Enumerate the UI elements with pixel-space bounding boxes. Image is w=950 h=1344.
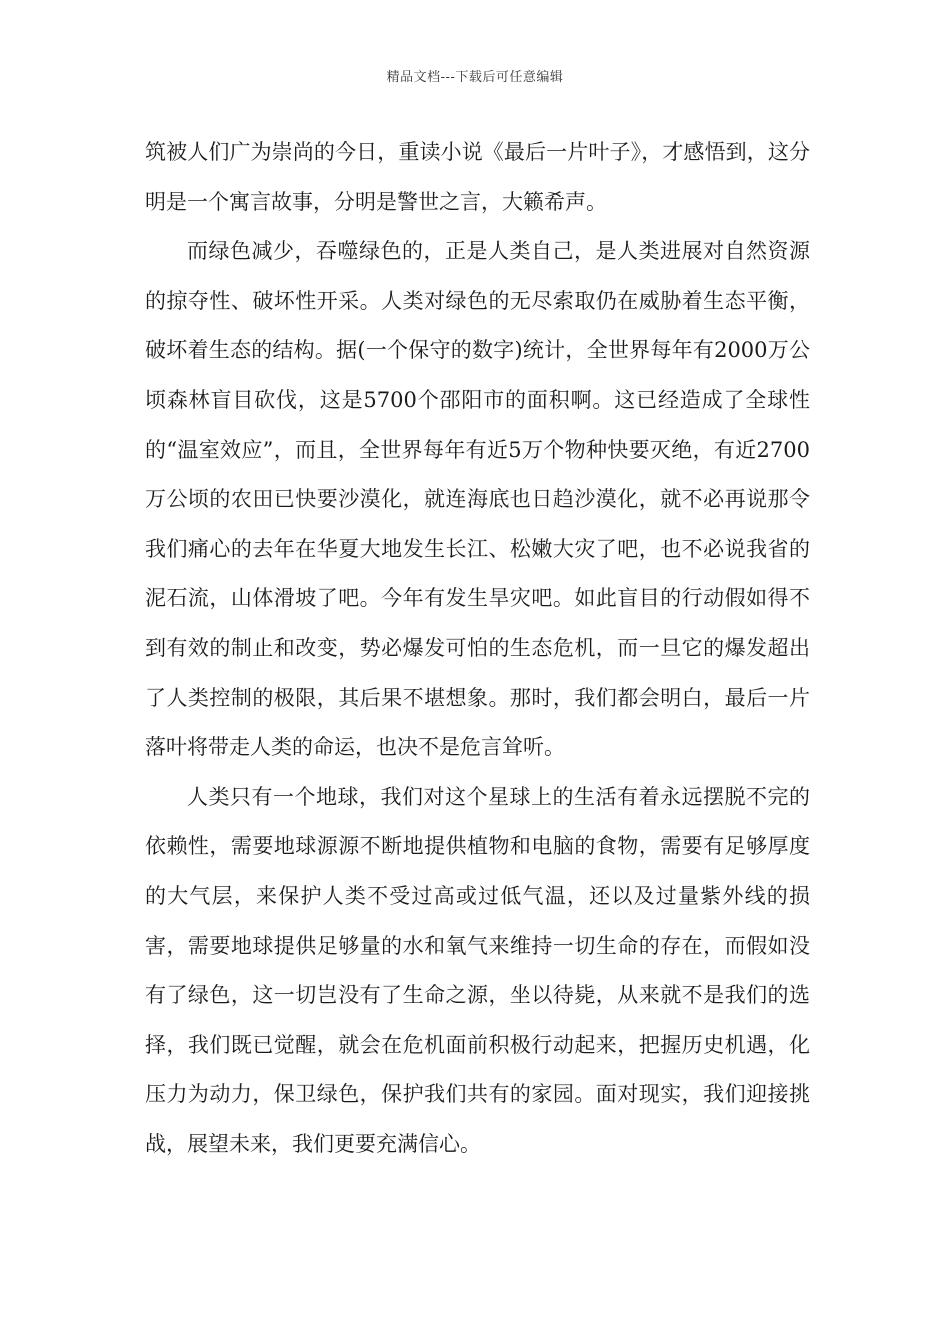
paragraph-3: 人类只有一个地球，我们对这个星球上的生活有着永远摆脱不完的依赖性，需要地球源源不断地提供植物和电脑的食物，需要有足够厚度的大气层，来保护人类不受过高或过低气温，还以及过量紫外线的损害，需要地球提供足够量的水和氧气来维持一切生命的存在，而假如没有了绿色，这一切岂没有了生命之源，坐以待毙，从来就不是我们的选择，我们既已觉醒，就会在危机面前积极行动起来，把握历史机遇，化压力为动力，保卫绿色，保护我们共有的家园。面对现实，我们迎接挑战，展望未来，我们更要充满信心。 [145, 784, 810, 1156]
document-body [145, 128, 810, 1169]
page-header: 精品文档---下载后可任意编辑 [386, 70, 564, 85]
paragraph-1: 筑被人们广为崇尚的今日，重读小说《最后一片叶子》，才感悟到，这分明是一个寓言故事，分明是警世之言，大籁希声。 [145, 140, 810, 214]
paragraph-2: 而绿色减少，吞噬绿色的，正是人类自己，是人类进展对自然资源的掠夺性、破坏性开采。人类对绿色的无尽索取仍在威胁着生态平衡，破坏着生态的结构。据(一个保守的数字)统计，全世界每年有2000万公顷森林盲目砍伐，这是5700个邵阳市的面积啊。这已经造成了全球性的“温室效应”，而且，全世界每年有近5万个物种快要灭绝，有近2700万公顷的农田已快要沙漠化，就连海底也日趋沙漠化，就不必再说那令我们痛心的去年在华夏大地发生长江、松嫩大灾了吧，也不必说我省的泥石流，山体滑坡了吧。今年有发生旱灾吧。如此盲目的行动假如得不到有效的制止和改变，势必爆发可怕的生态危机，而一旦它的爆发超出了人类控制的极限，其后果不堪想象。那时，我们都会明白，最后一片落叶将带走人类的命运，也决不是危言耸听。 [145, 239, 810, 760]
